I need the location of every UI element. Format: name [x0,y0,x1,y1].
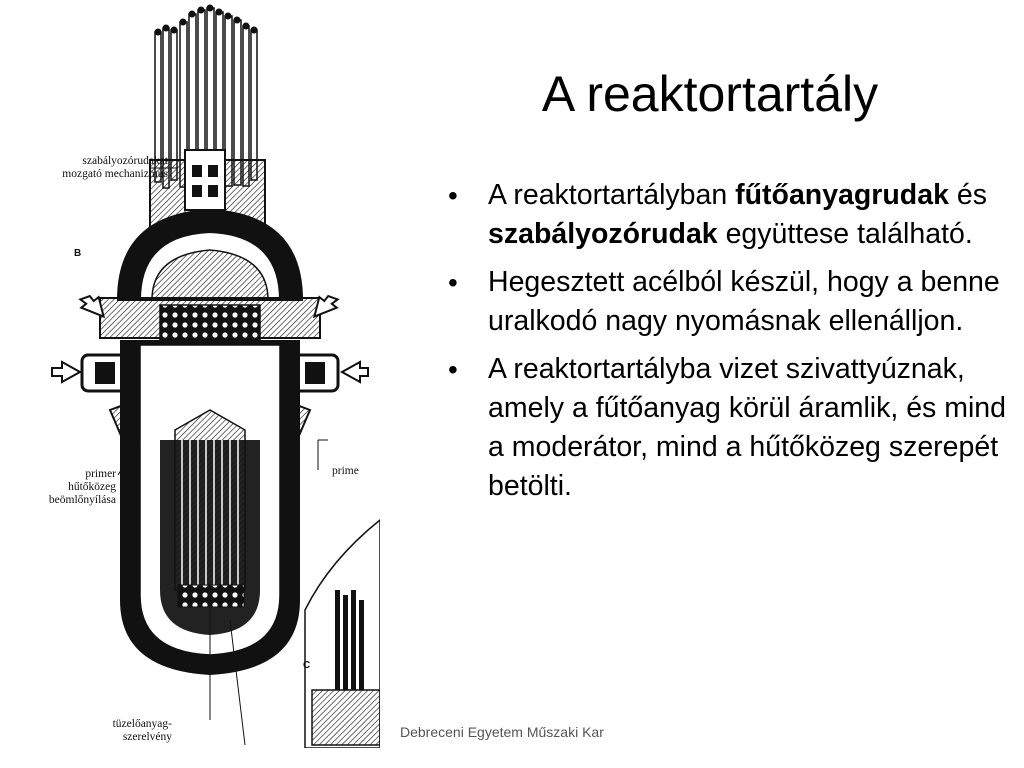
label-drive-mechanism: szabályozórudakat mozgató mechanizmus [62,155,168,180]
bullet-text: Hegesztett acélból készül, hogy a benne uralkodó nagy nyomásnak ellenálljon. [488,266,1000,337]
label-fuel-assembly: tüzelőanyag- szerelvény [112,718,172,743]
footer-text: Debreceni Egyetem Műszaki Kar [400,724,604,740]
vessel-head [118,210,302,300]
label-coolant-inlet: primer hűtőközeg beömlőnyílása [48,468,116,506]
inset-fuel-assembly [305,520,380,748]
bullet-text: együttese található. [717,218,973,250]
lower-core-plate [178,585,244,607]
reactor-vessel-illustration [0,0,380,748]
label-letter-c: C [303,660,311,671]
bullet-item [448,350,1008,506]
bullet-text: A reaktortartályba vizet szivattyúznak, amely a fűtőanyag körül áramlik, és mind a moderátor, mind a hűtőközeg szerepét betölti. [488,353,1006,502]
label-coolant-outlet: prime [332,465,359,477]
bullet-bold-text: szabályozórudak [488,218,718,250]
bullet-item [448,176,1008,254]
bullet-marker: • [448,354,458,385]
bullet-marker: • [448,180,458,211]
slide-title: A reaktortartály [541,66,879,122]
bullet-marker: • [448,267,458,298]
reactor-drawing [0,0,380,748]
bullet-text: és [948,179,987,211]
bullet-bold-text: fűtőanyagrudak [735,179,949,211]
label-letter-b: B [74,248,82,259]
bullet-item [448,263,1008,341]
bullet-text: A reaktortartályban [488,179,736,211]
bullet-list [448,176,1008,515]
